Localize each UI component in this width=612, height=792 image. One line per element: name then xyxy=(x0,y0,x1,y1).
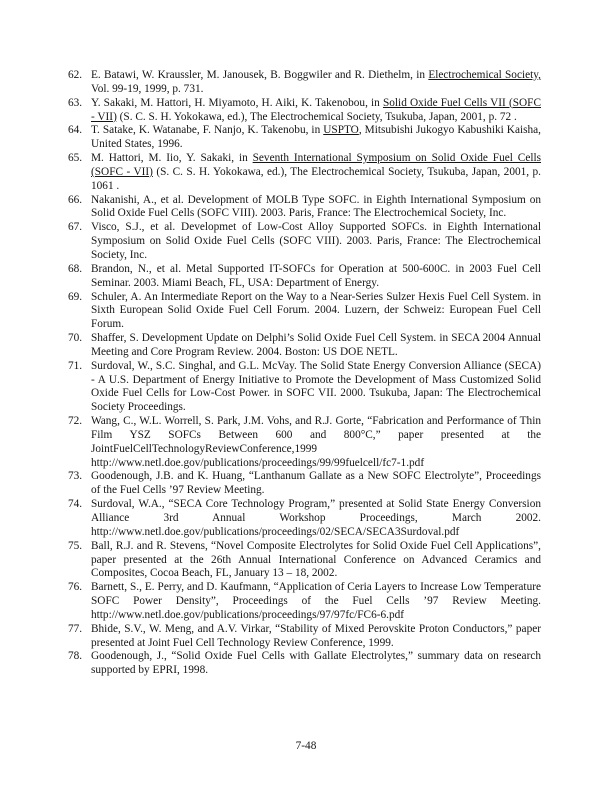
reference-number: 62. xyxy=(68,69,83,81)
reference-number: 64. xyxy=(68,124,83,137)
reference-number: 75. xyxy=(68,539,83,552)
reference-item xyxy=(68,650,541,678)
reference-item xyxy=(68,69,541,97)
reference-text: Y. Sakaki, M. Hattori, H. Miyamoto, H. Aiki, K. Takenobou, in xyxy=(91,96,383,109)
reference-text: M. Hattori, M. Iio, Y. Sakaki, in xyxy=(91,152,253,165)
reference-item xyxy=(68,263,541,291)
reference-text: Goodenough, J.B. and K. Huang, “Lanthanum Gallate as a New SOFC Electrolyte”, Proceedings of the Fuel Cells ’97 Review Meeting. xyxy=(91,470,541,497)
reference-number: 67. xyxy=(68,221,83,234)
reference-text: Schuler, A. An Intermediate Report on the Way to a Near-Series Sulzer Hexis Fuel Cell System. in Sixth European Solid Oxide Fuel Cell Forum. 2004. Luzern, der Schweiz: European Fuel Cell Forum. xyxy=(91,290,541,331)
reference-text: Bhide, S.V., W. Meng, and A.V. Virkar, “Stability of Mixed Perovskite Proton Conductors,” paper presented at Joint Fuel Cell Technology Review Conference, 1999. xyxy=(91,622,541,649)
reference-text: T. Satake, K. Watanabe, F. Nanjo, K. Takenobu, in xyxy=(91,124,324,137)
reference-text: Shaffer, S. Development Update on Delphi’s Solid Oxide Fuel Cell System. in SECA 2004 Annual Meeting and Core Program Review. 2004. Boston: US DOE NETL. xyxy=(91,332,541,358)
reference-number: 71. xyxy=(68,359,83,372)
reference-number: 63. xyxy=(68,96,83,109)
reference-text: Barnett, S., E. Perry, and D. Kaufmann, “Application of Ceria Layers to Increase Low Temperature SOFC Power Density”, Proceedings of the Fuel Cells ’97 Review Meeting. http://www.netl.doe.gov/publications/proceedings/97/97fc/FC6-6.pdf xyxy=(91,581,541,621)
reference-number: 70. xyxy=(68,332,83,345)
reference-item xyxy=(68,581,541,623)
reference-number: 69. xyxy=(68,290,83,303)
reference-item xyxy=(68,194,541,222)
reference-number: 78. xyxy=(68,650,83,663)
reference-item xyxy=(68,623,541,651)
reference-text: Surdoval, W., S.C. Singhal, and G.L. McVay. The Solid State Energy Conversion Alliance (SECA) - A U.S. Department of Energy Initiative to Promote the Development of Mass Customized Solid Oxide Fuel Cells for Low-Cost Power. in SOFC VII. 2000. Tsukuba, Japan: The Electrochemical Society Proceedings. xyxy=(91,359,541,414)
reference-item xyxy=(68,415,541,470)
reference-item xyxy=(68,291,541,333)
reference-item xyxy=(68,152,541,194)
reference-list xyxy=(68,69,541,678)
reference-text: Ball, R.J. and R. Stevens, “Novel Composite Electrolytes for Solid Oxide Fuel Cell Applications”, paper presented at the 26th Annual International Conference on Advanced Ceramics and Composites, Cocoa Beach, FL, January 13 – 18, 2002. xyxy=(91,539,541,580)
reference-text: (S. C. S. H. Yokokawa, ed.), The Electrochemical Society, Tsukuba, Japan, 2001, p. 72 . xyxy=(116,110,517,123)
reference-text: Nakanishi, A., et al. Development of MOLB Type SOFC. in Eighth International Symposium on Solid Oxide Fuel Cells (SOFC VIII). 2003. Paris, France: The Electrochemical Society, Inc. xyxy=(91,193,541,220)
reference-item xyxy=(68,124,541,152)
reference-item xyxy=(68,97,541,125)
reference-item xyxy=(68,360,541,415)
reference-number: 66. xyxy=(68,193,83,206)
reference-item xyxy=(68,498,541,540)
reference-text: Brandon, N., et al. Metal Supported IT-SOFCs for Operation at 500-600C. in 2003 Fuel Cell Seminar. 2003. Miami Beach, FL, USA: Department of Energy. xyxy=(91,262,541,289)
reference-number: 72. xyxy=(68,415,83,428)
reference-number: 73. xyxy=(68,470,83,483)
reference-item xyxy=(68,332,541,360)
reference-text: Vol. 99-19, 1999, p. 731. xyxy=(91,82,204,95)
reference-text: E. Batawi, W. Kraussler, M. Janousek, B. Boggwiler and R. Diethelm, in xyxy=(91,69,429,81)
reference-item xyxy=(68,221,541,263)
reference-text: Visco, S.J., et al. Developmet of Low-Cost Alloy Supported SOFCs. in Eighth International Symposium on Solid Oxide Fuel Cells (SOFC VIII). 2003. Paris, France: The Electrochemical Society, Inc. xyxy=(91,221,541,261)
reference-text: Surdoval, W.A., “SECA Core Technology Program,” presented at Solid State Energy Conversion Alliance 3rd Annual Workshop Proceedings, March 2002. http://www.netl.doe.gov/publications/proceedings/02/SECA/SECA3Surdoval.pdf xyxy=(91,498,541,538)
reference-text: (S. C. S. H. Yokokawa, ed.), The Electrochemical Society, Tsukuba, Japan, 2001, p. 1061 . xyxy=(91,165,541,192)
reference-title-underlined: Electrochemical Society, xyxy=(428,69,542,81)
reference-number: 76. xyxy=(68,581,83,594)
reference-item xyxy=(68,540,541,582)
reference-title-underlined: Seventh International Symposium on Solid Oxide Fuel Cells (SOFC - VII) xyxy=(91,152,542,178)
reference-number: 68. xyxy=(68,262,83,275)
reference-text: Goodenough, J., “Solid Oxide Fuel Cells with Gallate Electrolytes,” summary data on research supported by EPRI, 1998. xyxy=(91,650,541,677)
reference-title-underlined: USPTO xyxy=(323,124,359,137)
reference-title-underlined: Solid Oxide Fuel Cells VII (SOFC - VII) xyxy=(91,96,541,123)
reference-item xyxy=(68,470,541,498)
reference-number: 65. xyxy=(68,152,83,165)
page-number: 7-48 xyxy=(295,740,317,752)
reference-number: 74. xyxy=(68,498,83,511)
reference-text: , Mitsubishi Jukogyo Kabushiki Kaisha, United States, 1996. xyxy=(91,124,541,151)
reference-text: Wang, C., W.L. Worrell, S. Park, J.M. Vohs, and R.J. Gorte, “Fabrication and Performance of Thin Film YSZ SOFCs Between 600 and 800°C,” paper presented at the JointFuelCellTechnologyReviewConference,1999 http://www.netl.doe.gov/publications/proceedings/99/99fuelcell/fc7-1.pdf xyxy=(91,415,541,469)
reference-number: 77. xyxy=(68,622,83,635)
